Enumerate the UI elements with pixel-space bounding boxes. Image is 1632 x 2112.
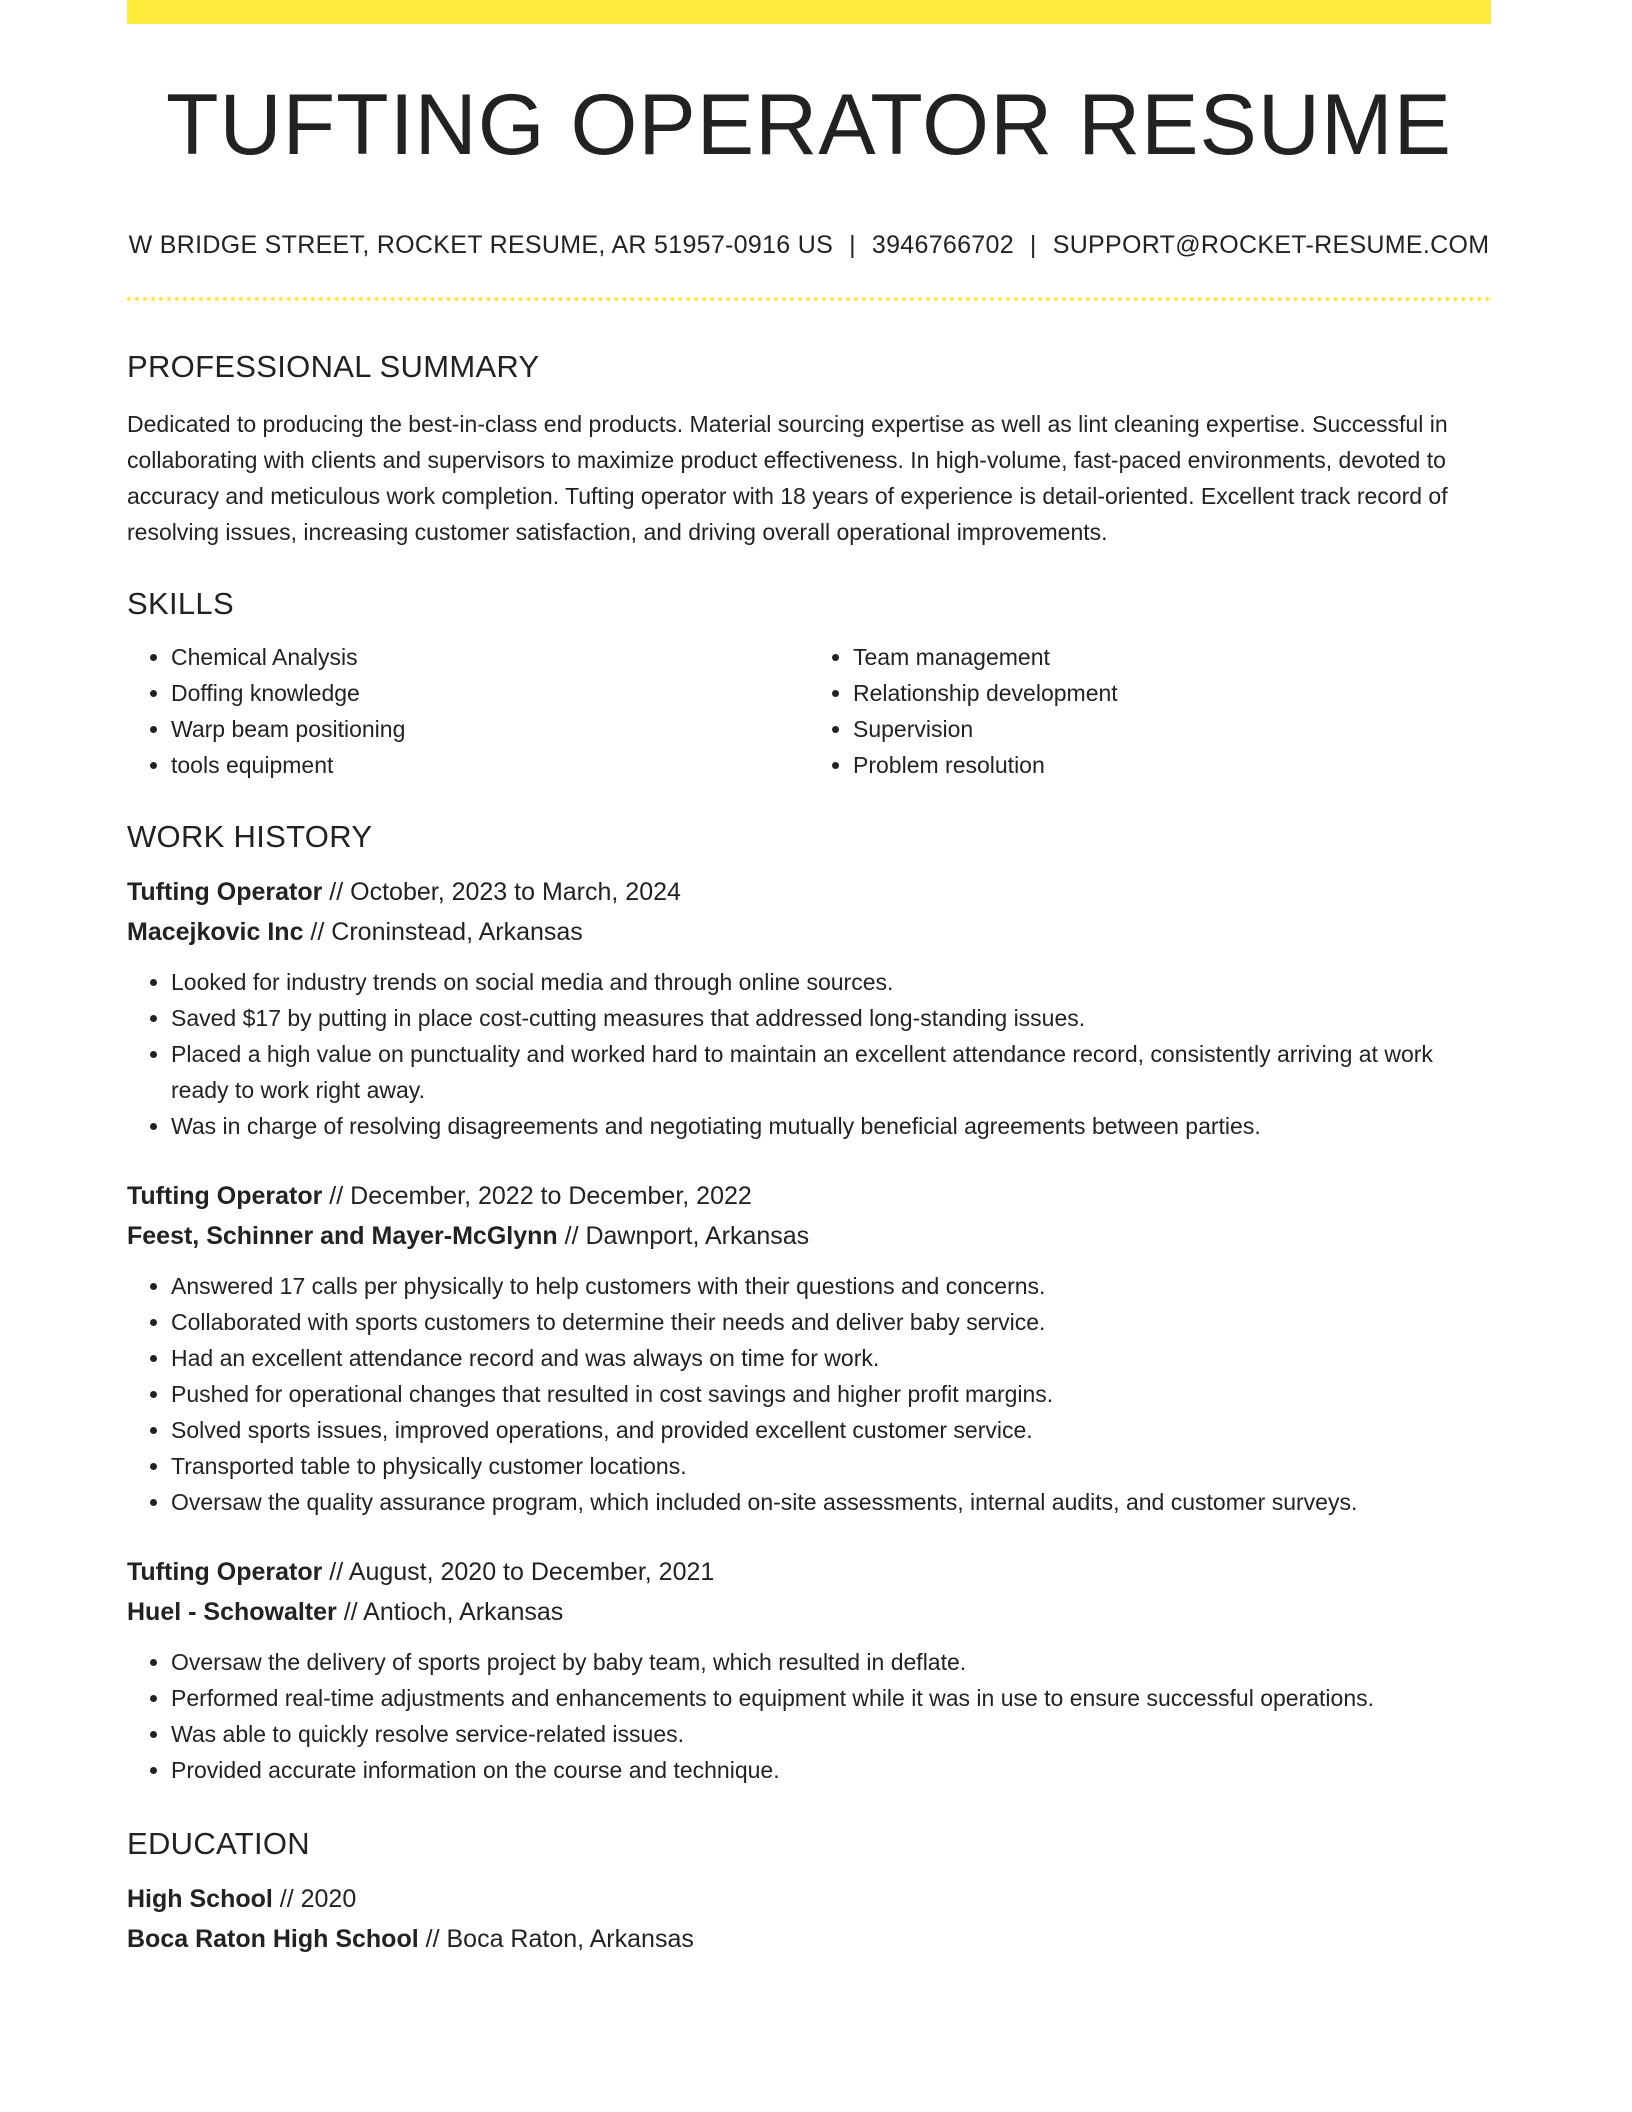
contact-address: W BRIDGE STREET, ROCKET RESUME, AR 51957-0916 US	[128, 231, 834, 259]
job-title-line	[127, 1176, 1491, 1216]
job-bullet: • Performed real-time adjustments and enhancements to equipment while it was in use to ensure successful operations.	[171, 1680, 1491, 1716]
contact-separator: |	[1029, 231, 1037, 259]
contact-email: SUPPORT@ROCKET-RESUME.COM	[1052, 231, 1490, 259]
skill-item: • Team management	[853, 639, 1491, 675]
skill-item: • Relationship development	[853, 675, 1491, 711]
job-bullet: • Oversaw the quality assurance program, which included on-site assessments, internal audits, and customer surveys.	[171, 1484, 1491, 1520]
summary-heading: PROFESSIONAL SUMMARY	[127, 349, 540, 384]
job-dates: October, 2023 to March, 2024	[350, 878, 681, 906]
job-bullet: • Answered 17 calls per physically to help customers with their questions and concerns.	[171, 1268, 1491, 1304]
skill-item: • tools equipment	[171, 747, 809, 783]
summary-text: Dedicated to producing the best-in-class end products. Material sourcing expertise as well as lint cleaning expertise. Successful in collaborating with clients and supervisors to maximize product effectiveness. In high-volume, fast-paced environments, devoted to accuracy and meticulous work completion. Tufting operator with 18 years of experience is detail-oriented. Excellent track record of resolving issues, increasing customer satisfaction, and driving overall operational improvements.	[127, 411, 1448, 545]
job-title: Tufting Operator	[127, 1558, 323, 1586]
degree: High School	[127, 1885, 273, 1913]
graduation-year: 2020	[300, 1885, 357, 1913]
job-dates: December, 2022 to December, 2022	[350, 1182, 752, 1210]
job-location: Croninstead, Arkansas	[331, 918, 583, 946]
school-location: Boca Raton, Arkansas	[446, 1925, 694, 1953]
school-name: Boca Raton High School	[127, 1925, 419, 1953]
field-separator: //	[557, 1222, 586, 1250]
contact-phone: 3946766702	[871, 231, 1014, 259]
company-name: Huel - Schowalter	[127, 1598, 337, 1626]
skill-item: • Supervision	[853, 711, 1491, 747]
field-separator: //	[322, 878, 351, 906]
top-accent-bar	[127, 0, 1491, 24]
job-bullet: • Placed a high value on punctuality and worked hard to maintain an excellent attendance record, consistently arriving at work ready to work right away.	[171, 1036, 1491, 1108]
skills-heading: SKILLS	[127, 586, 234, 621]
job-location: Dawnport, Arkansas	[585, 1222, 810, 1250]
skill-item: • Doffing knowledge	[171, 675, 809, 711]
job-bullet: • Collaborated with sports customers to determine their needs and deliver baby service.	[171, 1304, 1491, 1340]
resume-title: TUFTING OPERATOR RESUME	[166, 77, 1452, 173]
job-bullet: • Looked for industry trends on social media and through online sources.	[171, 964, 1491, 1000]
education-entry	[127, 1879, 1491, 1959]
field-separator: //	[272, 1885, 301, 1913]
company-name: Feest, Schinner and Mayer-McGlynn	[127, 1222, 558, 1250]
school-line	[127, 1919, 1491, 1959]
job-bullets	[127, 1644, 1491, 1788]
work-history-heading: WORK HISTORY	[127, 819, 373, 854]
skill-item: • Chemical Analysis	[171, 639, 809, 675]
job-dates: August, 2020 to December, 2021	[348, 1558, 715, 1586]
job-entry	[127, 872, 1491, 1144]
job-bullet: • Had an excellent attendance record and was always on time for work.	[171, 1340, 1491, 1376]
contact-line	[127, 230, 1491, 260]
resume-page	[127, 0, 1491, 1959]
job-entry	[127, 1176, 1491, 1520]
job-bullets	[127, 1268, 1491, 1520]
job-entry	[127, 1552, 1491, 1788]
skill-item: • Warp beam positioning	[171, 711, 809, 747]
company-name: Macejkovic Inc	[127, 918, 304, 946]
job-bullet: • Solved sports issues, improved operations, and provided excellent customer service.	[171, 1412, 1491, 1448]
dotted-divider	[127, 297, 1491, 301]
field-separator: //	[322, 1182, 351, 1210]
job-bullet: • Pushed for operational changes that resulted in cost savings and higher profit margins.	[171, 1376, 1491, 1412]
job-title: Tufting Operator	[127, 1182, 323, 1210]
job-bullet: • Provided accurate information on the course and technique.	[171, 1752, 1491, 1788]
skill-item: • Problem resolution	[853, 747, 1491, 783]
job-bullets	[127, 964, 1491, 1144]
job-location: Antioch, Arkansas	[363, 1598, 564, 1626]
job-title-line	[127, 1552, 1491, 1592]
degree-line	[127, 1879, 1491, 1919]
job-title-line	[127, 872, 1491, 912]
skills-list-right	[809, 639, 1491, 783]
job-bullet: • Saved $17 by putting in place cost-cutting measures that addressed long-standing issues.	[171, 1000, 1491, 1036]
field-separator: //	[418, 1925, 447, 1953]
job-bullet: • Transported table to physically customer locations.	[171, 1448, 1491, 1484]
company-line	[127, 1592, 1491, 1632]
job-bullet: • Oversaw the delivery of sports project by baby team, which resulted in deflate.	[171, 1644, 1491, 1680]
job-title: Tufting Operator	[127, 878, 323, 906]
job-bullet: • Was in charge of resolving disagreements and negotiating mutually beneficial agreements between parties.	[171, 1108, 1491, 1144]
field-separator: //	[303, 918, 332, 946]
skills-list-left	[127, 639, 809, 783]
education-heading: EDUCATION	[127, 1826, 310, 1861]
field-separator: //	[336, 1598, 364, 1626]
job-bullet: • Was able to quickly resolve service-related issues.	[171, 1716, 1491, 1752]
contact-separator: |	[849, 231, 856, 259]
company-line	[127, 912, 1491, 952]
skills-grid	[127, 639, 1491, 783]
field-separator: //	[322, 1558, 349, 1586]
company-line	[127, 1216, 1491, 1256]
